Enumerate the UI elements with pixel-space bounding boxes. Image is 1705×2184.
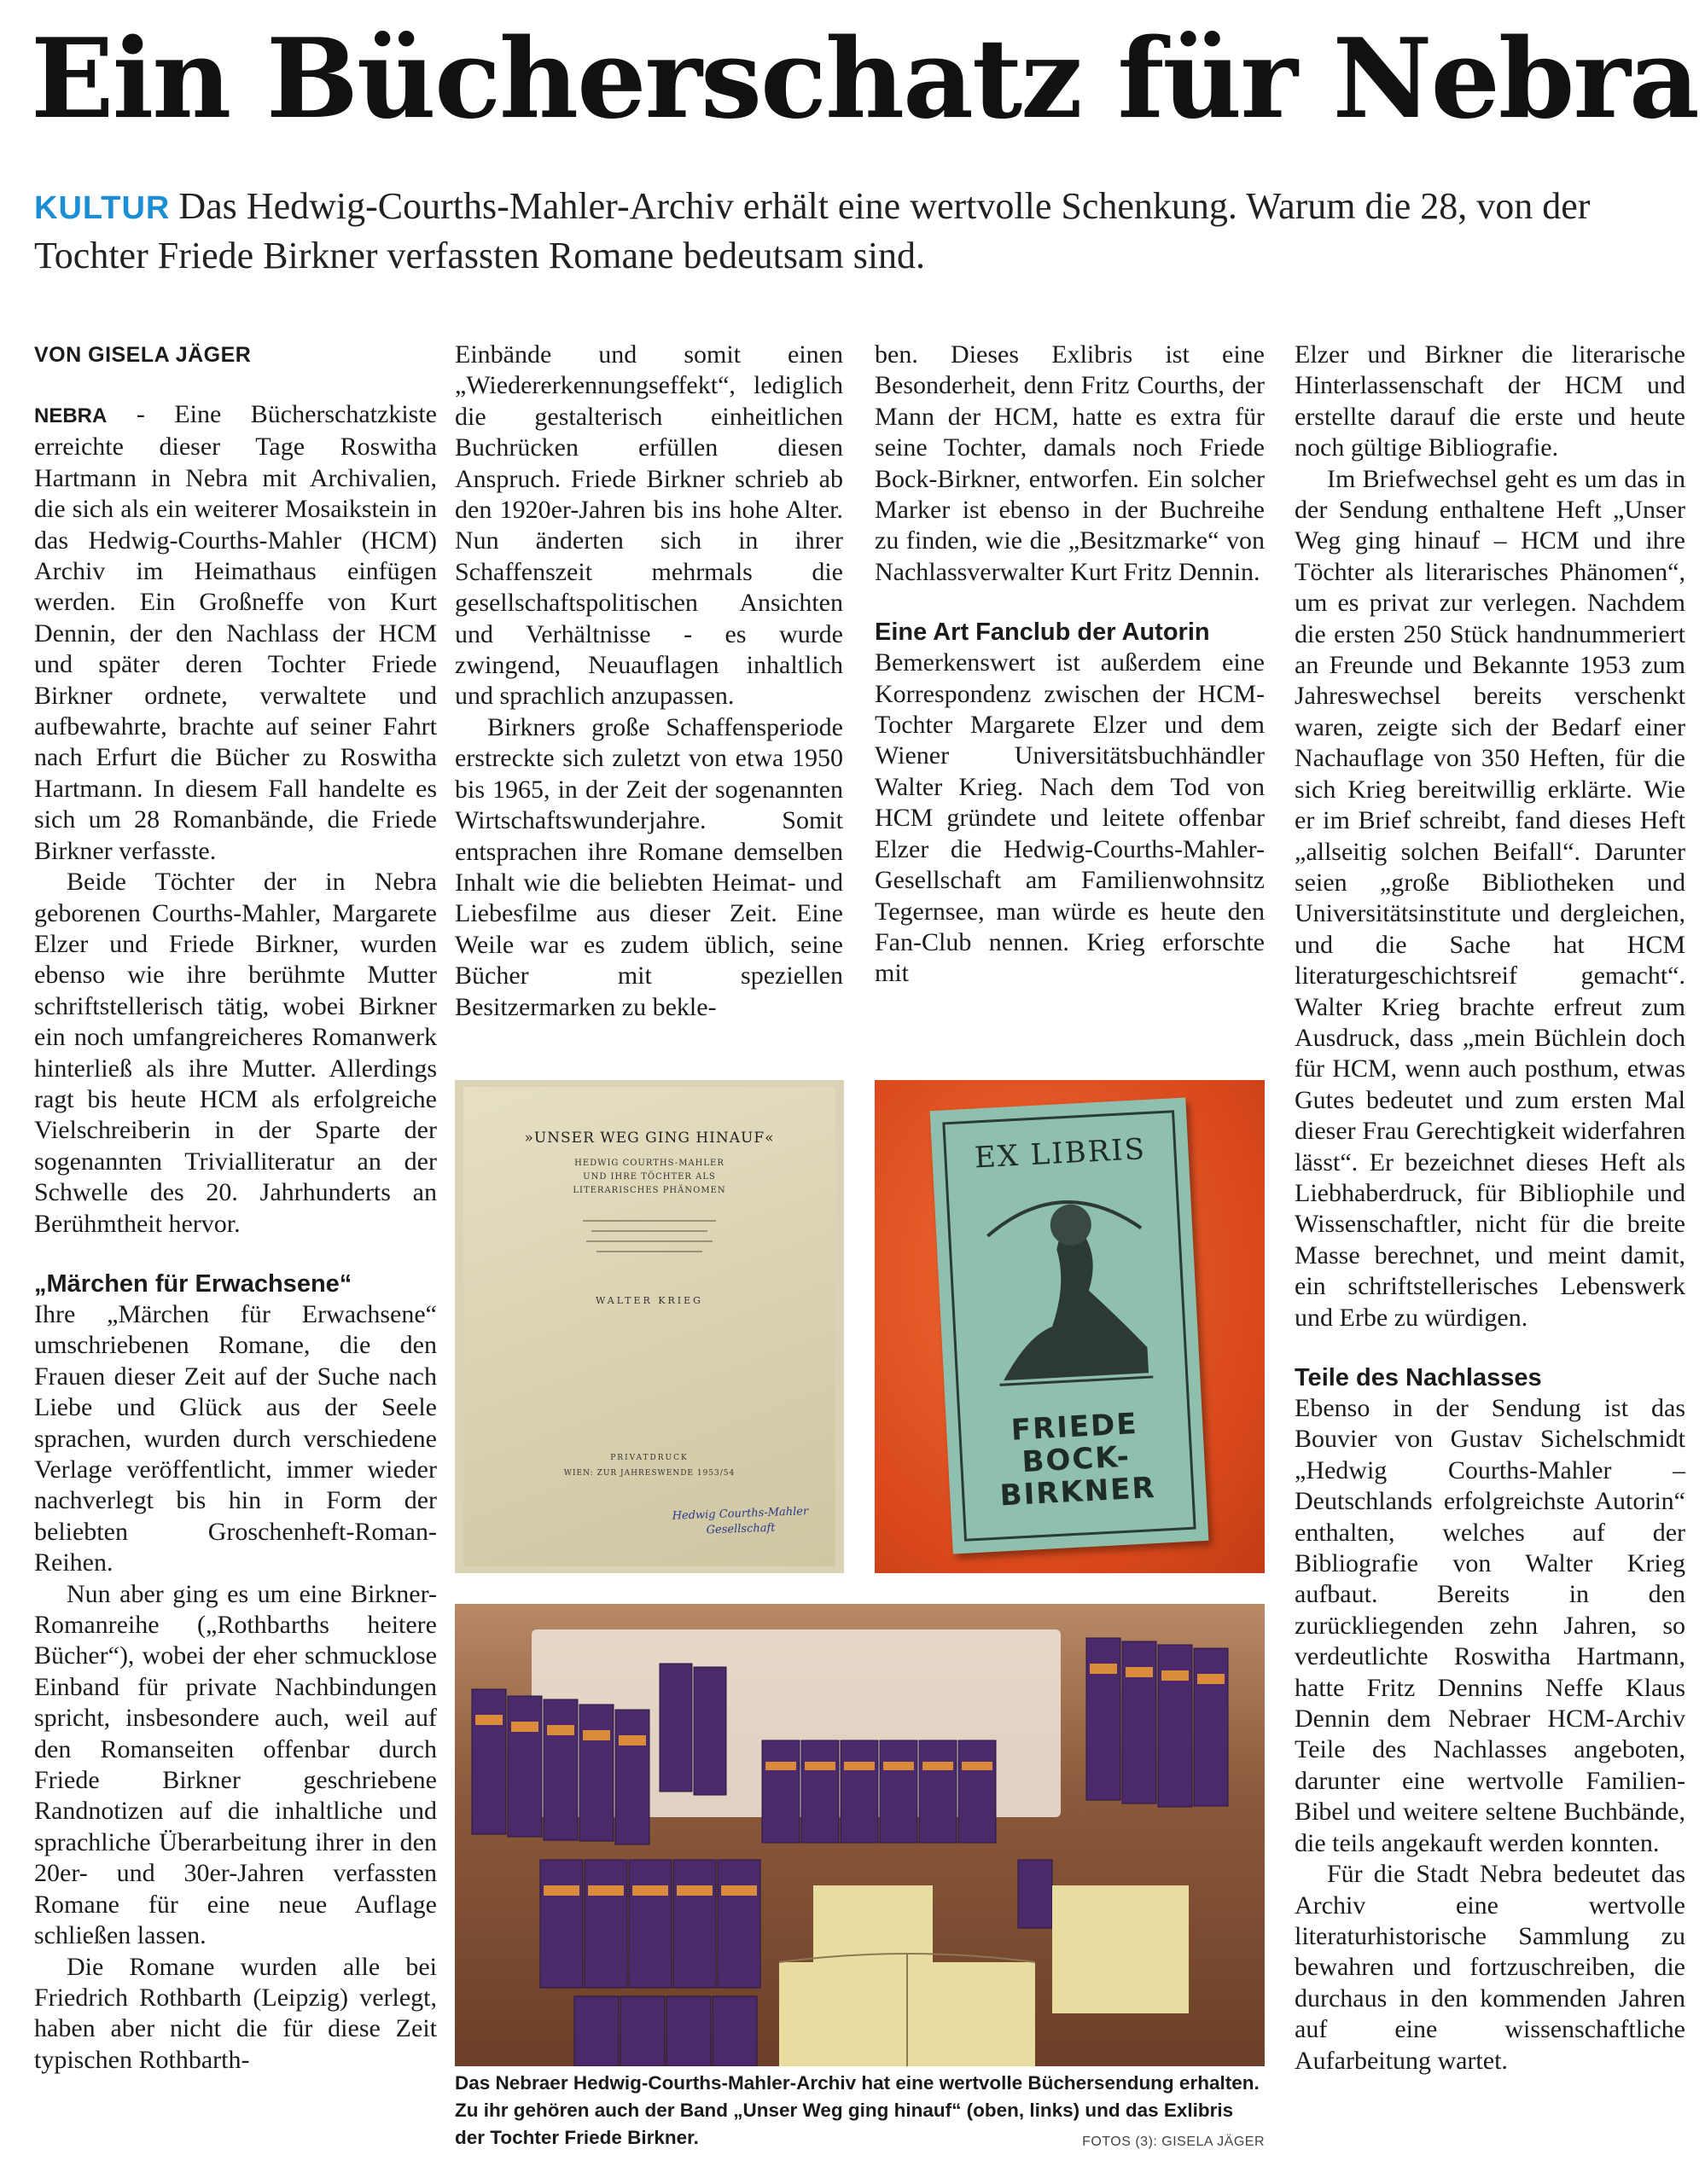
paragraph: Bemerkenswert ist außerdem eine Korrespondenz zwischen der HCM-Tochter Margarete Elzer und dem Wiener Universitätsbuchhändler Walter Krieg. Nach dem Tod von HCM gründete und leitete offenbar Elzer die Hedwig-Courths-Mahler-Gesellschaft am Familienwohnsitz Tegernsee, man würde es heute den Fan-Club nennen. Krieg erforschte mit <box>875 648 1265 988</box>
exlibris-figure-illustration <box>968 1176 1167 1398</box>
title-page-subtitle: LITERARISCHES PHÄNOMEN <box>573 1186 726 1195</box>
subheadline-text: Das Hedwig-Courths-Mahler-Archiv erhält eine wertvolle Schenkung. Warum die 28, von der Tochter Friede Birkner verfassten Romane bedeutsam sind. <box>34 185 1591 276</box>
title-page-imprint-place: WIEN: ZUR JAHRESWENDE 1953/54 <box>563 1469 736 1478</box>
paragraph: Für die Stadt Nebra bedeutet das Archiv eine wertvolle literaturhistorische Sammlung zu bewahren und fortzuschreiben, die durchaus in den kommenden Jahren auf eine wissenschaftliche Aufarbeitung wartet. <box>1295 1860 1685 2075</box>
paragraph <box>34 399 437 867</box>
paragraph: Ebenso in der Sendung ist das Bouvier von Gustav Sichelschmidt „Hedwig Courths-Mahler – Deutschlands erfolgreichste Autorin“ enthalten, welches auf der Bibliografie von Walter Krieg aufbaut. Bereits in den zurückliegenden zehn Jahren, so verdeutlichte Roswitha Hartmann, hatte Fritz Dennins Neffe Klaus Dennin dem Nebraer HCM-Archiv Teile des Nachlasses angeboten, darunter eine wertvolle Familien-Bibel und weitere seltene Buchbände, die teils angekauft werden konnten. <box>1295 1394 1685 1857</box>
paragraph: Elzer und Birkner die literarische Hinterlassenschaft der HCM und erstellte darauf die erste und heute noch gültige Bibliografie. <box>1295 340 1685 462</box>
column-4 <box>1295 340 1685 2077</box>
headline: Ein Bücherschatz für Nebra <box>31 15 1698 143</box>
exlibris-card <box>930 1098 1209 1554</box>
photo-exlibris <box>875 1080 1265 1573</box>
exlibris-heading: EX LIBRIS <box>973 1132 1147 1176</box>
photo-credit: FOTOS (3): GISELA JÄGER <box>1082 2135 1265 2149</box>
paragraph: ben. Dieses Exlibris ist eine Besonderheit, denn Fritz Courths, der Mann der HCM, hatte es extra für seine Tochter, damals noch Friede Bock-Birkner, entworfen. Ein solcher Marker ist ebenso in der Buchreihe zu finden, wie die „Besitzmarke“ von Nachlassverwalter Kurt Fritz Dennin. <box>875 340 1265 586</box>
small-print-lines <box>583 1215 716 1275</box>
title-page-subtitle: UND IHRE TÖCHTER ALS <box>583 1172 716 1182</box>
paragraph-text: - Eine Bücherschatzkiste erreichte dieser Tage Roswitha Hartmann in Nebra mit Archivalien, die sich als ein weiterer Mosaikstein in das Hedwig-Courths-Mahler (HCM) Archiv im Heimathaus einfügen werden. Ein Großneffe von Kurt Dennin, der den Nachlass der HCM und später deren Tochter Friede Birkner ordnete, verwaltete und aufbewahrte, brachte auf seiner Fahrt nach Erfurt die Bücher zu Roswitha Hartmann. In diesem Fall handelte es sich um 28 Romanbände, die Friede Birkner verfasste. <box>34 400 437 865</box>
title-page-title: »UNSER WEG GING HINAUF« <box>524 1130 775 1147</box>
subheading-fanclub: Eine Art Fanclub der Autorin <box>875 619 1210 647</box>
section-kicker: KULTUR <box>34 190 171 226</box>
exlibris-owner-name <box>946 1404 1207 1515</box>
subheadline <box>34 183 1681 280</box>
photo-books <box>455 1604 1265 2066</box>
paragraph: Nun aber ging es um eine Birkner-Romanreihe („Rothbarths heitere Bücher“), wobei der eher schmucklose Einband für private Nachbindungen spricht, insbesondere auch, weil auf den Romanseiten offenbar durch Friede Birkner geschriebene Randnotizen auf die inhaltliche und sprachliche Überarbeitung ihrer in den 20er- und 30er-Jahren verfassten Romane für eine neue Auflage schließen lassen. <box>34 1579 437 1950</box>
column-2 <box>455 340 843 1023</box>
exlibris-name-line: FRIEDE <box>1010 1406 1139 1448</box>
paragraph: Ihre „Märchen für Erwachsene“ umschriebenen Romane, die den Frauen dieser Zeit auf der Suche nach Liebe und Glück aus der Seele sprachen, wurden durch verschiedene Verlage veröffentlicht, immer wieder nachverlegt bis hin in Form der beliebten Groschenheft-Roman-Reihen. <box>34 1299 437 1577</box>
column-3 <box>875 340 1265 990</box>
paragraph: Beide Töchter der in Nebra geborenen Courths-Mahler, Margarete Elzer und Friede Birkner, wurden ebenso wie ihre berühmte Mutter schriftstellerisch tätig, wobei Birkner ein noch umfangreicheres Romanwerk hinterließ als ihre Mutter. Allerdings ragt bis heute HCM als erfolgreiche Vielschreiberin in der Sparte der sogenannten Trivialliteratur an der Schwelle des 20. Jahrhunderts an Berühmtheit hervor. <box>34 868 437 1238</box>
title-page-subtitle: HEDWIG COURTHS-MAHLER <box>574 1159 724 1168</box>
paragraph: Birkners große Schaffensperiode erstreckte sich zuletzt von etwa 1950 bis 1965, in der Zeit der sogenannten Wirtschaftswunderjahre. Somit entsprachen ihre Romane demselben Inhalt wie die beliebten Heimat- und Liebesfilme aus dieser Zeit. Eine Weile war es zudem üblich, seine Bücher mit speziellen Besitzermarken zu bekle- <box>455 712 843 1021</box>
dateline: NEBRA <box>34 404 108 427</box>
subheading-nachlass: Teile des Nachlasses <box>1295 1364 1542 1391</box>
library-stamp: Hedwig Courths-Mahler Gesellschaft <box>672 1505 809 1537</box>
books-illustration <box>455 1604 1265 2066</box>
byline: VON GISELA JÄGER <box>34 343 252 367</box>
title-page-imprint: PRIVATDRUCK <box>610 1454 689 1462</box>
paragraph: Im Briefwechsel geht es um das in der Sendung enthaltene Heft „Unser Weg ging hinauf – HCM und ihre Töchter als literarisches Phänomen“, um es privat zur verlegen. Nachdem die ersten 250 Stück handnummeriert an Freunde und Bekannte 1953 zum Jahreswechsel bereits verschenkt waren, zeigte sich der Bedarf einer Nachauflage von 350 Heften, für die sich Krieg bereitwillig erklärte. Wie er im Brief schreibt, fand dieses Heft „allseitig solchen Beifall“. Darunter seien „große Bibliotheken und Universitätsinstitute und dergleichen, und die Sache hat HCM literaturgeschichtsreif gemacht“. Walter Krieg brachte erfreut zum Ausdruck, dass „mein Büchlein doch für HCM, wenn auch posthum, etwas Gutes bedeutet und zum ersten Mal dieser Frau Gerechtigkeit widerfahren lässt“. Er bezeichnet dieses Heft als Liebhaberdruck, für Bibliophile und Wissenschaftler, nicht für die breite Masse berechnet, und meint damit, ein schriftstellerisches Lebenswerk und Erbe zu würdigen. <box>1295 464 1685 1332</box>
exlibris-name-line: BIRKNER <box>998 1470 1157 1513</box>
title-page-author: WALTER KRIEG <box>596 1295 703 1306</box>
paragraph: Einbände und somit einen „Wiedererkennungseffekt“, lediglich die gestalterisch einheitlichen Buchrücken erfüllen diesen Anspruch. Friede Birkner schrieb ab den 1920er-Jahren bis ins hohe Alter. Nun änderten sich in ihrer Schaffenszeit mehrmals die gesellschaftspolitischen Ansichten und Verhältnisse - es wurde zwingend, Neuauflagen inhaltlich und sprachlich anzupassen. <box>455 340 843 711</box>
photo-title-page <box>455 1080 844 1573</box>
subheading-maerchen: „Märchen für Erwachsene“ <box>34 1269 352 1298</box>
photo-caption: Das Nebraer Hedwig-Courths-Mahler-Archiv hat eine wertvolle Büchersendung erhalten. Zu ihr gehören auch der Band „Unser Weg ging hinauf“ (oben, links) und das Exlibris der Tochter Friede Birkner. <box>455 2072 1260 2148</box>
paragraph: Die Romane wurden alle bei Friedrich Rothbarth (Leipzig) verlegt, haben aber nicht die für diese Zeit typischen Rothbarth- <box>34 1952 437 2074</box>
column-1 <box>34 340 437 2076</box>
exlibris-name-line: BOCK- <box>1021 1439 1132 1480</box>
